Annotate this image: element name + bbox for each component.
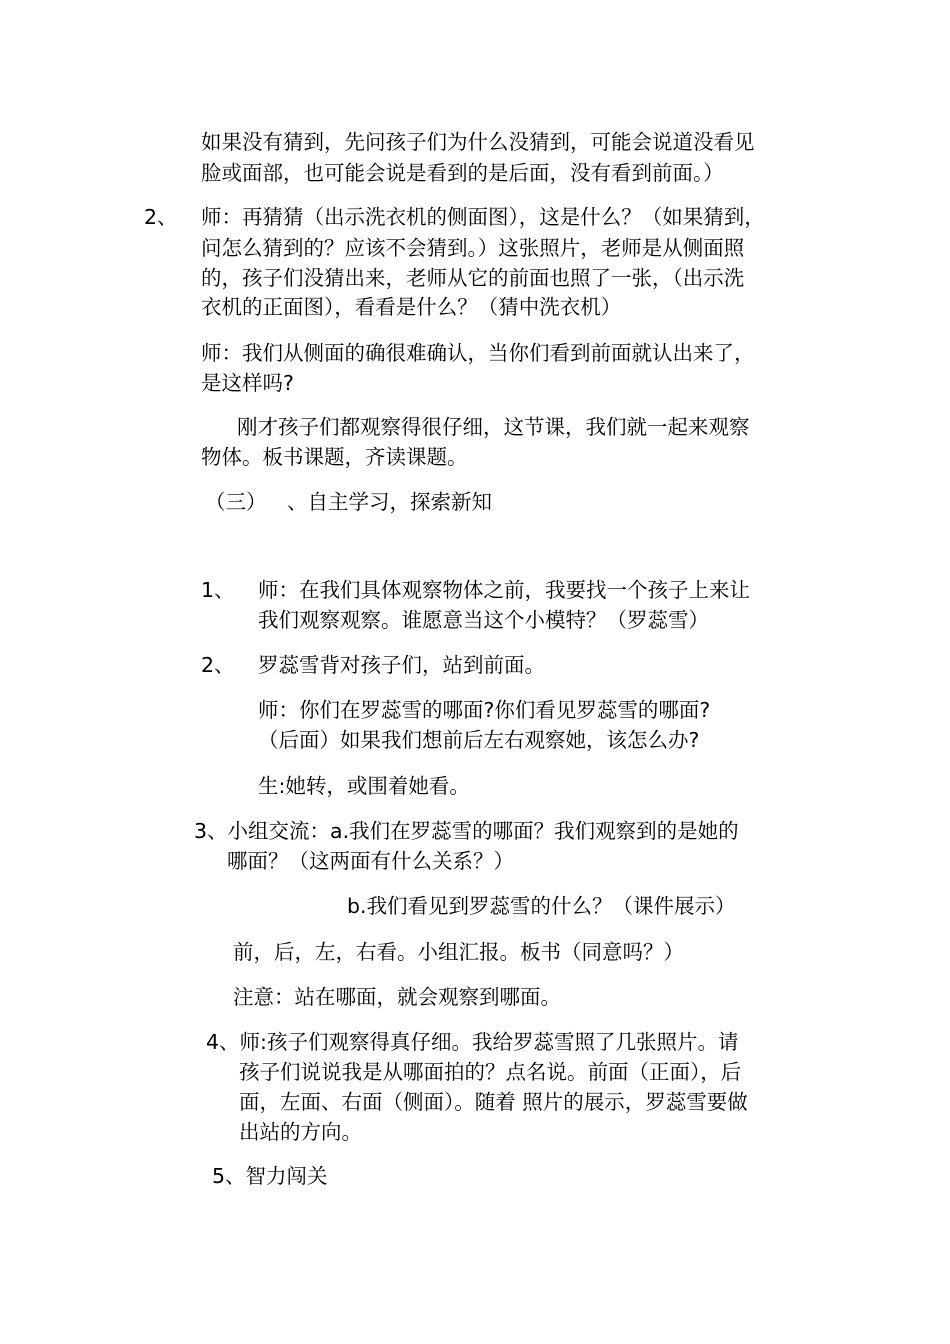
text-line: 孩子们说说我是从哪面拍的？点名说。前面（正面），后 (239, 1060, 742, 1084)
text-line: 哪面？（这两面有什么关系？） (227, 849, 514, 873)
text-line: 物体。板书课题，齐读课题。 (201, 445, 468, 469)
text-line: 3、小组交流：a.我们在罗蕊雪的哪面？我们观察到的是她的 (194, 819, 739, 843)
text-line: 是这样吗? (201, 371, 294, 395)
text-line: （后面）如果我们想前后左右观察她，该怎么办? (258, 728, 700, 752)
list-number: 2、 (201, 653, 235, 677)
text-line: 问怎么猜到的？应该不会猜到。）这张照片，老师是从侧面照 (201, 236, 745, 260)
text-line: 衣机的正面图），看看是什么？（猜中洗衣机） (201, 295, 622, 319)
text-line: 脸或面部，也可能会说是看到的是后面，没有看到前面。） (201, 161, 724, 185)
text-line: 如果没有猜到，先问孩子们为什么没猜到，可能会说道没看见 (201, 130, 755, 154)
text-line: 师：你们在罗蕊雪的哪面?你们看见罗蕊雪的哪面? (258, 698, 711, 722)
text-line: 罗蕊雪背对孩子们，站到前面。 (258, 653, 545, 677)
text-line: b.我们看见到罗蕊雪的什么？（课件展示） (347, 894, 736, 918)
text-line: 出站的方向。 (239, 1120, 362, 1144)
section-heading: 、自主学习，探索新知 (287, 490, 492, 514)
list-number: 2、 (144, 205, 178, 229)
text-line: 师：再猜猜（出示洗衣机的侧面图），这是什么？（如果猜到， (201, 205, 765, 229)
text-line: 面，左面、右面（侧面）。随着 照片的展示，罗蕊雪要做 (239, 1090, 748, 1114)
list-number: 1、 (201, 578, 235, 602)
text-line: 刚才孩子们都观察得很仔细，这节课，我们就一起来观察 (237, 415, 750, 439)
text-line: 我们观察观察。谁愿意当这个小模特？（罗蕊雪） (258, 608, 709, 632)
text-line: 注意：站在哪面，就会观察到哪面。 (233, 985, 561, 1009)
text-line: 的，孩子们没猜出来，老师从它的前面也照了一张，（出示洗 (201, 266, 745, 290)
section-number: （三） (205, 490, 267, 514)
text-line: 5、智力闯关 (212, 1164, 328, 1188)
text-line: 前，后，左，右看。小组汇报。板书（同意吗？） (233, 940, 684, 964)
text-line: 生:她转，或围着她看。 (258, 774, 470, 798)
text-line: 师：在我们具体观察物体之前，我要找一个孩子上来让 (258, 578, 750, 602)
text-line: 4、师:孩子们观察得真仔细。我给罗蕊雪照了几张照片。请 (206, 1030, 739, 1054)
text-line: 师：我们从侧面的确很难确认，当你们看到前面就认出来了， (201, 341, 755, 365)
